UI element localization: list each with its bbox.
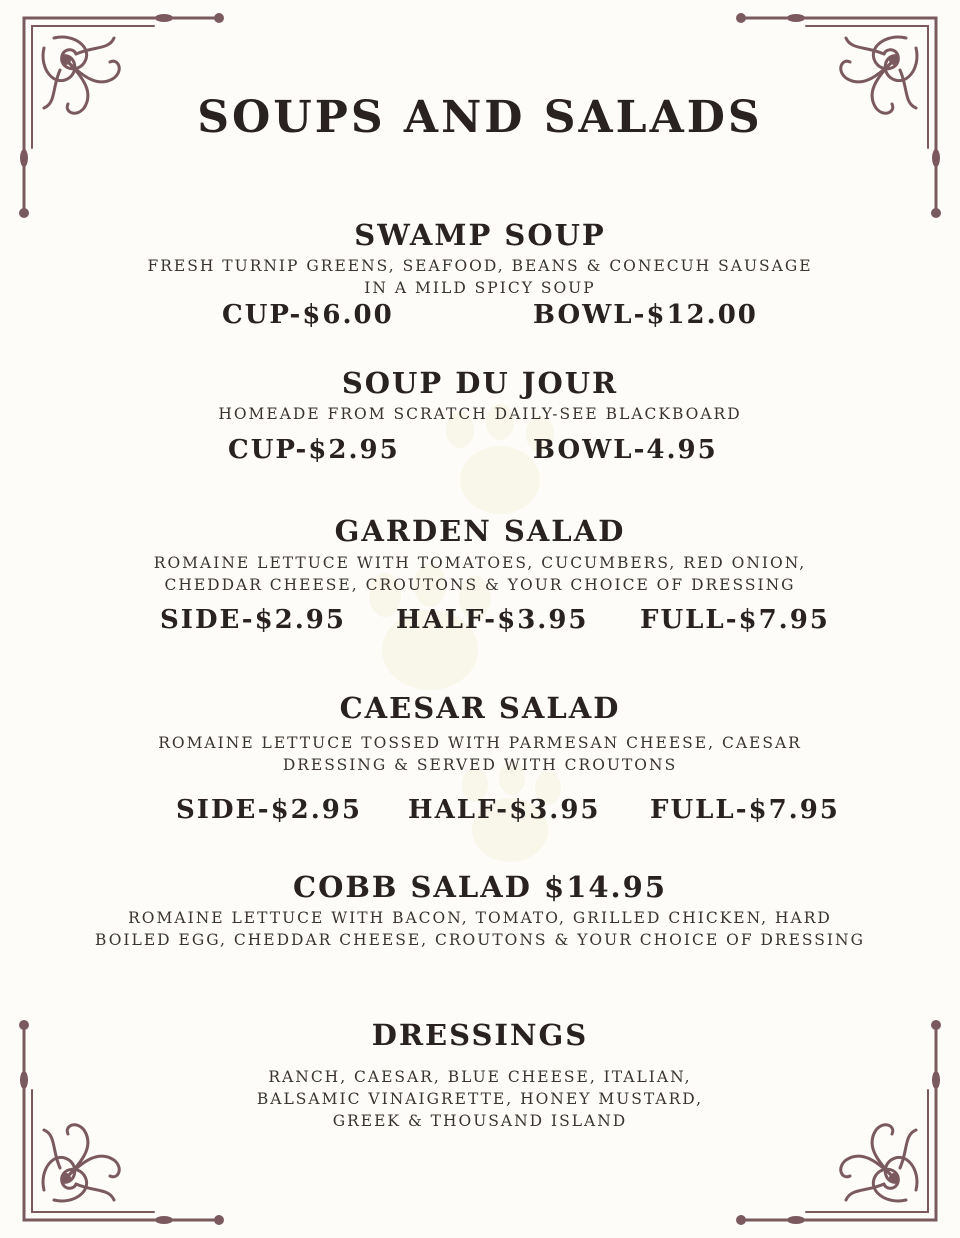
price-bowl: BOWL-$12.00: [533, 300, 758, 330]
dressings-list: [0, 1066, 960, 1132]
item-description-garden-salad: [0, 552, 960, 596]
description-line: IN A MILD SPICY SOUP: [364, 279, 596, 297]
price-full: FULL-$7.95: [640, 605, 830, 635]
item-description-soup-du-jour: [0, 403, 960, 425]
price-cup: CUP-$2.95: [228, 435, 400, 465]
item-name-cobb-salad: COBB SALAD $14.95: [292, 870, 668, 904]
item-description-swamp-soup: [0, 255, 960, 299]
price-full: FULL-$7.95: [650, 795, 840, 825]
description-line: CHEDDAR CHEESE, CROUTONS & YOUR CHOICE OF DRESSING: [164, 576, 796, 594]
description-line: FRESH TURNIP GREENS, SEAFOOD, BEANS & CONECUH SAUSAGE: [147, 257, 813, 275]
item-description-cobb-salad: [0, 907, 960, 951]
price-bowl: BOWL-4.95: [533, 435, 718, 465]
description-line: BOILED EGG, CHEDDAR CHEESE, CROUTONS & YOUR CHOICE OF DRESSING: [95, 931, 865, 949]
dressing-line: RANCH, CAESAR, BLUE CHEESE, ITALIAN,: [268, 1068, 692, 1086]
item-name-garden-salad: GARDEN SALAD: [334, 514, 626, 548]
price-half: HALF-$3.95: [408, 795, 601, 825]
description-line: DRESSING & SERVED WITH CROUTONS: [282, 756, 678, 774]
price-side: SIDE-$2.95: [176, 795, 362, 825]
item-description-caesar-salad: [0, 732, 960, 776]
item-name-soup-du-jour: SOUP DU JOUR: [341, 366, 619, 400]
dressings-title: DRESSINGS: [371, 1018, 589, 1052]
description-line: ROMAINE LETTUCE WITH BACON, TOMATO, GRILLED CHICKEN, HARD: [128, 909, 832, 927]
description-line: HOMEADE FROM SCRATCH DAILY-SEE BLACKBOARD: [218, 405, 742, 423]
page-title: SOUPS AND SALADS: [197, 92, 763, 143]
price-half: HALF-$3.95: [396, 605, 589, 635]
item-name-swamp-soup: SWAMP SOUP: [354, 218, 606, 252]
dressing-line: GREEK & THOUSAND ISLAND: [332, 1112, 628, 1130]
item-name-caesar-salad: CAESAR SALAD: [339, 691, 621, 725]
description-line: ROMAINE LETTUCE TOSSED WITH PARMESAN CHEESE, CAESAR: [158, 734, 802, 752]
price-side: SIDE-$2.95: [160, 605, 346, 635]
dressing-line: BALSAMIC VINAIGRETTE, HONEY MUSTARD,: [256, 1090, 704, 1108]
price-cup: CUP-$6.00: [222, 300, 394, 330]
description-line: ROMAINE LETTUCE WITH TOMATOES, CUCUMBERS, RED ONION,: [153, 554, 807, 572]
